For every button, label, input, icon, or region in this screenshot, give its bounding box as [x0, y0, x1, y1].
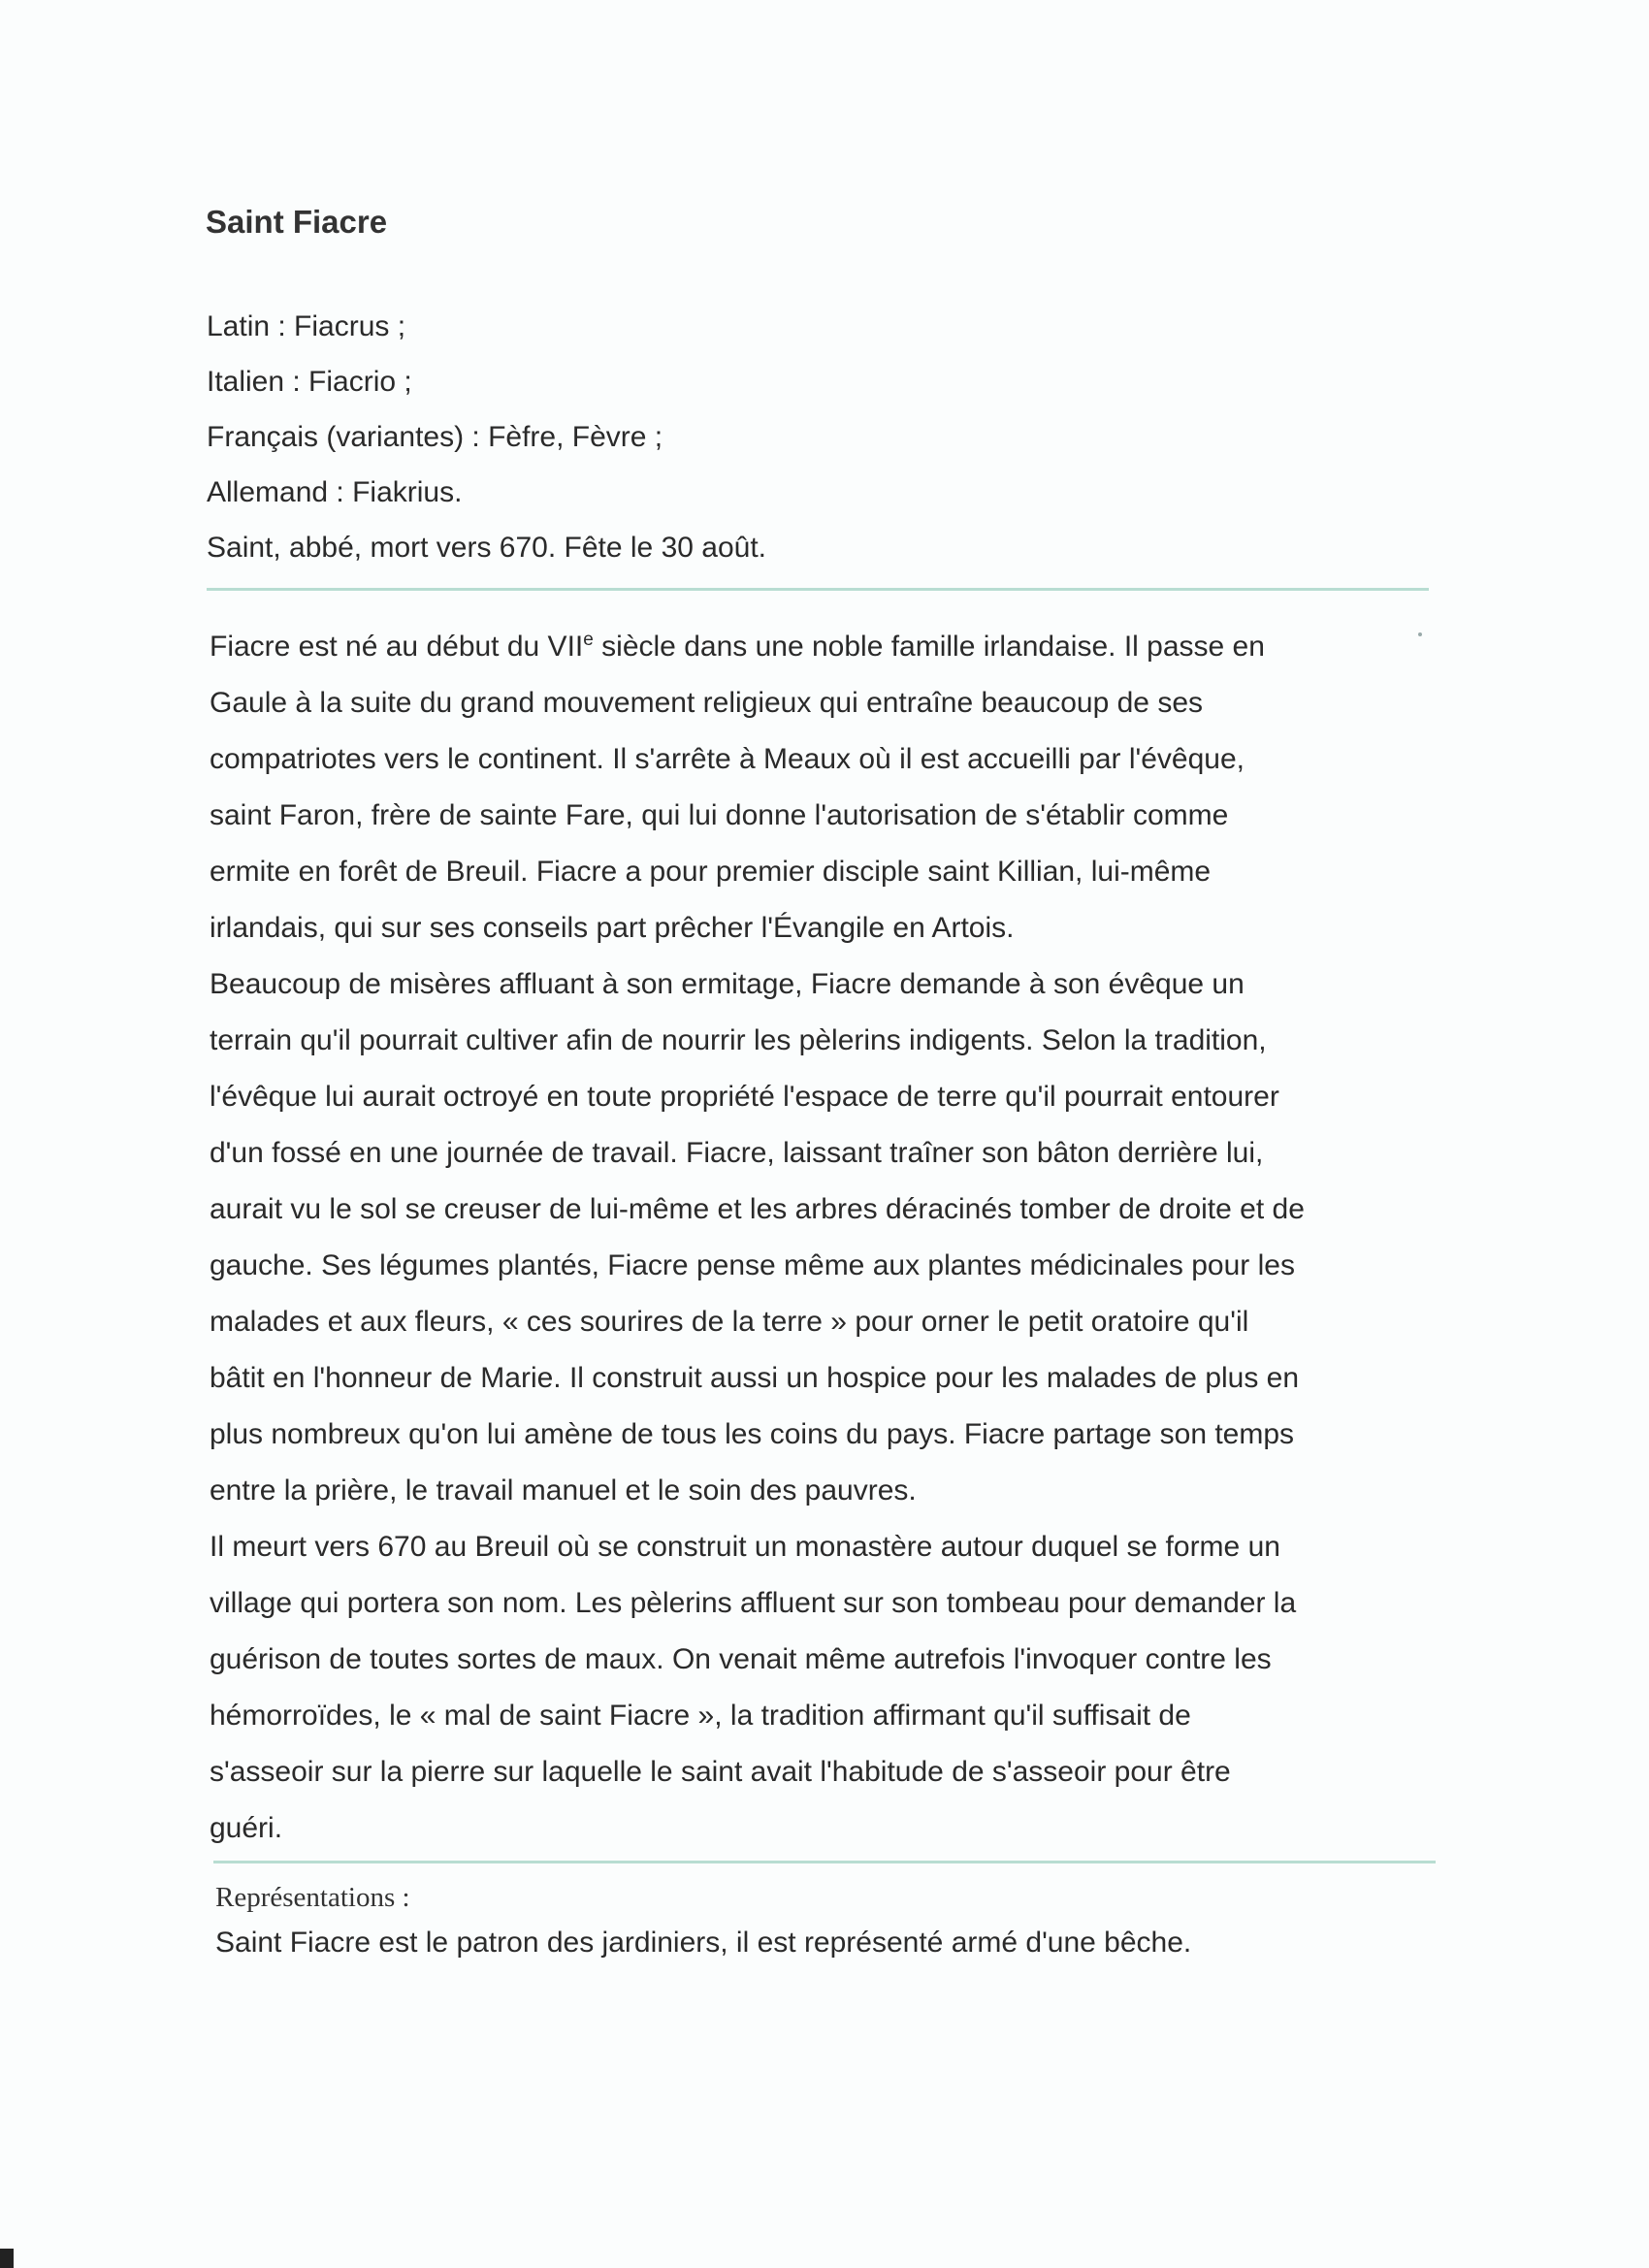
representations-label: Représentations : — [215, 1882, 410, 1913]
text-line: guérison de toutes sortes de maux. On venait même autrefois l'invoquer contre les — [210, 1643, 1272, 1675]
name-french-variants: Français (variantes) : Fèfre, Fèvre ; — [207, 421, 663, 453]
text-run: siècle dans une noble famille irlandaise. Il passe en — [593, 631, 1265, 663]
page-title: Saint Fiacre — [206, 204, 388, 240]
text-line — [210, 612, 1461, 675]
name-latin: Latin : Fiacrus ; — [207, 310, 406, 342]
biography-text — [210, 612, 1461, 1857]
text-line: ermite en forêt de Breuil. Fiacre a pour premier disciple saint Killian, lui-même — [210, 856, 1212, 888]
text-line: village qui portera son nom. Les pèlerins affluent sur son tombeau pour demander la — [210, 1587, 1297, 1619]
text-line: saint Faron, frère de sainte Fare, qui lui donne l'autorisation de s'établir comme — [210, 799, 1229, 831]
name-italian: Italien : Fiacrio ; — [207, 366, 412, 398]
text-line: gauche. Ses légumes plantés, Fiacre pense même aux plantes médicinales pour les — [210, 1249, 1295, 1281]
representations-text: Saint Fiacre est le patron des jardiniers, il est représenté armé d'une bêche. — [215, 1927, 1192, 1959]
text-line: Gaule à la suite du grand mouvement religieux qui entraîne beaucoup de ses — [210, 687, 1203, 719]
divider — [213, 1861, 1436, 1863]
text-line: entre la prière, le travail manuel et le soin des pauvres. — [210, 1474, 917, 1507]
text-line: Beaucoup de misères affluant à son ermitage, Fiacre demande à son évêque un — [210, 968, 1245, 1000]
name-german: Allemand : Fiakrius. — [207, 476, 463, 508]
text-line: hémorroïdes, le « mal de saint Fiacre », la tradition affirmant qu'il suffisait de — [210, 1700, 1191, 1732]
text-line: Il meurt vers 670 au Breuil où se construit un monastère autour duquel se forme un — [210, 1531, 1280, 1563]
text-line: guéri. — [210, 1812, 283, 1844]
text-line: plus nombreux qu'on lui amène de tous les coins du pays. Fiacre partage son temps — [210, 1418, 1295, 1450]
text-line: compatriotes vers le continent. Il s'arrête à Meaux où il est accueilli par l'évêque, — [210, 743, 1245, 775]
text-line: irlandais, qui sur ses conseils part prêcher l'Évangile en Artois. — [210, 912, 1015, 944]
text-run: Fiacre est né au début du VII — [210, 631, 584, 663]
name-variants — [207, 299, 1468, 575]
text-line: aurait vu le sol se creuser de lui-même et les arbres déracinés tomber de droite et de — [210, 1193, 1305, 1225]
text-line: malades et aux fleurs, « ces sourires de la terre » pour orner le petit oratoire qu'il — [210, 1306, 1249, 1338]
divider — [207, 588, 1429, 591]
scan-corner-mark — [0, 2249, 14, 2268]
text-line: s'asseoir sur la pierre sur laquelle le saint avait l'habitude de s'asseoir pour être — [210, 1756, 1231, 1788]
text-line: bâtit en l'honneur de Marie. Il construit aussi un hospice pour les malades de plus en — [210, 1362, 1300, 1394]
feast-day-line: Saint, abbé, mort vers 670. Fête le 30 août. — [207, 532, 767, 564]
text-line: terrain qu'il pourrait cultiver afin de nourrir les pèlerins indigents. Selon la tradition, — [210, 1024, 1267, 1056]
text-line: d'un fossé en une journée de travail. Fiacre, laissant traîner son bâton derrière lui, — [210, 1137, 1264, 1169]
scan-speck — [1418, 632, 1422, 636]
text-line: l'évêque lui aurait octroyé en toute propriété l'espace de terre qu'il pourrait entourer — [210, 1081, 1279, 1113]
superscript: e — [583, 630, 594, 650]
